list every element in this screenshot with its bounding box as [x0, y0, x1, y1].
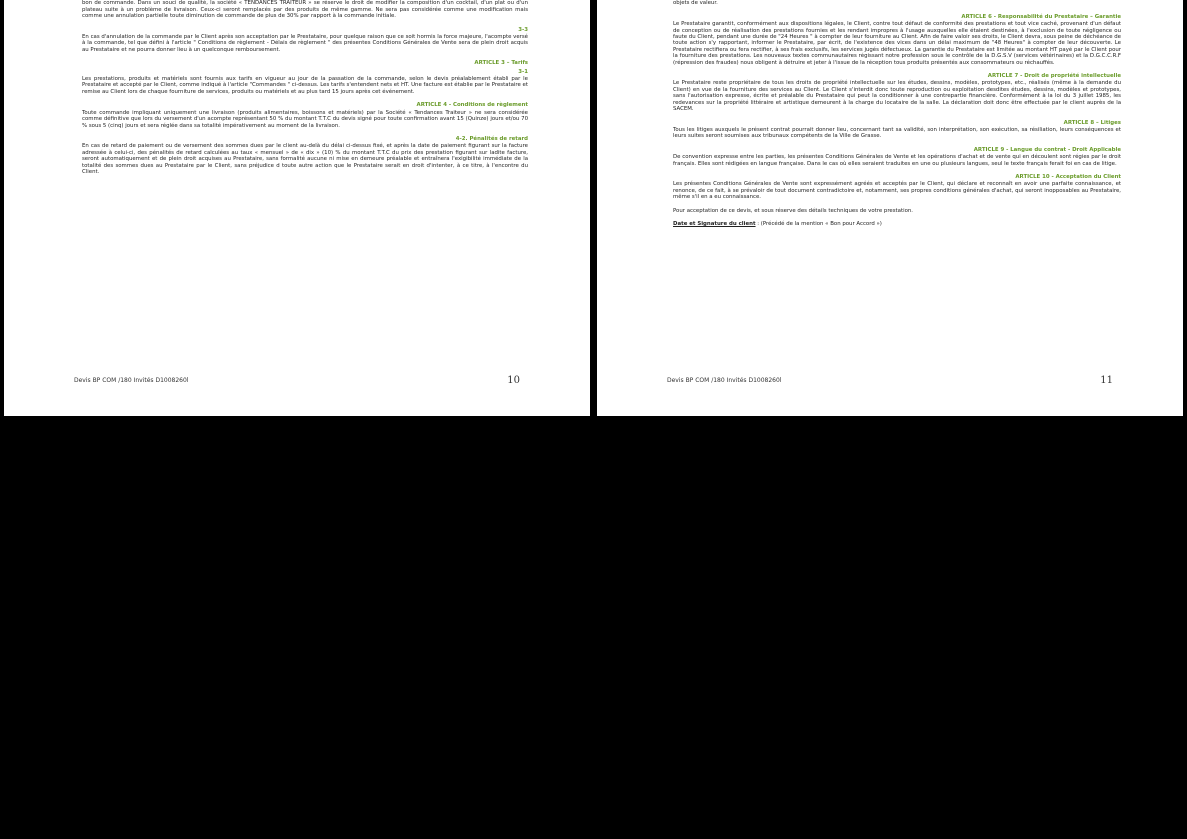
section-heading: 3-3 [518, 26, 528, 33]
section-heading: ARTICLE 9 - Langue du contrat - Droit Applicable [973, 146, 1121, 153]
body-paragraph: En cas d'annulation de la commande par le Client après son acceptation par le Prestataire, pour quelque raison que ce soit hormis la force majeure, l'acompte versé à la commande, tel que défini à l'article " Conditions de règlement - Délais de règlement " des présentes Conditions Générales de Vente sera de plein droit acquis au Prestataire et ne pourra donner lieu à un quelconque remboursement. [82, 34, 528, 53]
footer-reference: Devis BP COM /180 Invités D1008260l [74, 377, 189, 384]
body-paragraph: objets de valeur. [673, 0, 718, 7]
signature-note: : (Précédé de la mention « Bon pour Accord ») [755, 220, 882, 227]
section-heading: 4-2. Pénalités de retard [455, 135, 528, 142]
page-number: 11 [1100, 375, 1113, 386]
document-page-10 [4, 0, 590, 416]
document-page-11 [597, 0, 1183, 416]
signature-line [673, 221, 1121, 227]
section-heading: ARTICLE 7 - Droit de propriété intellectuelle [987, 73, 1121, 80]
section-heading: ARTICLE 6 - Responsabilité du Prestataire – Garantie [961, 13, 1121, 20]
page-body [673, 0, 1121, 230]
section-heading: ARTICLE 4 - Conditions de règlement [416, 102, 528, 109]
body-paragraph: En cas de retard de paiement ou de versement des sommes dues par le client au-delà du délai ci-dessus fixé, et après la date de paiement figurant sur la facture adressée à celui-ci, des pénalités de retard calculées au taux « mensuel » de « dix » (10) % du montant T.T.C du prix des prestation figurant sur ladite facture, seront automatiquement et de plein droit acquises au Prestataire, sans formalité aucune ni mise en demeure préalable et entraînera l'exigibilité immédiate de la totalité des sommes dues au Prestataire par le Client, sans préjudice d toute autre action que le Prestataire serait en droit d'intenter, à ce titre, à l'encontre du Client. [82, 143, 528, 175]
body-paragraph: Le Prestataire garantit, conformément aux dispositions légales, le Client, contre tout défaut de conformité des prestations et tout vice caché, provenant d'un défaut de conception ou de réalisation des prestations fournies et les rendant impropres à l'usage auxquelles elle étaient destinées, à l'exclusion de toute négligence ou faute du Client, pendant une durée de "24 Heures " à compter de leur fourniture au Client. Afin de faire valoir ses droits, le Client devra, sous peine de déchéance de toute action s'y rapportant, informer le Prestataire, par écrit, de l'existence des vices dans un délai maximum de "48 Heures" à compter de leur découverte. Le Prestataire rectifiera ou fera rectifier, à ses frais exclusifs, les services jugés défectueux. La garantie du Prestataire est limitée au montant HT payé par le Client pour la fourniture des prestations. Les nouveaux textes communautaires régissant notre profession sous le contrôle de la D.G.S.V (services vétérinaires) et la D.G.C.C.R.F (répression des fraudes) nous obligent à détruire et jeter à l'issue de la réception tous produits présentés aux consommateurs ou réchauffés. [673, 21, 1121, 66]
section-heading: ARTICLE 8 – Litiges [1063, 119, 1121, 126]
section-heading: 3-1 [518, 68, 528, 75]
body-paragraph: Tous les litiges auxquels le présent contrat pourrait donner lieu, concernant tant sa validité, son interprétation, son exécution, sa résiliation, leurs conséquences et leurs suites seront soumises aux tribunaux compétents de la Ville de Grasse. [673, 126, 1121, 140]
body-paragraph: De convention expresse entre les parties, les présentes Conditions Générales de Vente et les opérations d'achat et de vente qui en découlent sont régies par le droit français. Elles sont rédigées en langue française. Dans le cas où elles seraient traduites en une ou plusieurs langues, seul le texte français ferait foi en cas de litige. [673, 154, 1121, 167]
body-paragraph: bon de commande. Dans un souci de qualité, la société « TENDANCES TRAITEUR » se réserve le droit de modifier la composition d'un cocktail, d'un plat ou d'un plateau suite à un problème de livraison. Ceux-ci seront remplacés par des produits de même gamme. Ne sera pas considérée comme une modification mais comme une annulation partielle toute diminution de commande de plus de 30% par rapport à la commande initiale. [82, 0, 528, 20]
footer-reference: Devis BP COM /180 Invités D1008260l [667, 377, 782, 384]
body-paragraph: Toute commande impliquant uniquement une livraison (produits alimentaires, boissons et matériels) par la Société « Tendances Traiteur » ne sera considérée comme définitive que lors du versement d'un acompte représentant 50 % du montant T.T.C du devis signé pour toute confirmation avant 15 (Quinze) jours et/ou 70 % sous 5 (cinq) jours et sera réglée dans sa totalité impérativement au moment de la livraison. [82, 109, 528, 129]
body-paragraph: Le Prestataire reste propriétaire de tous les droits de propriété intellectuelle sur les études, dessins, modèles, prototypes, etc., réalisés (même à la demande du Client) en vue de la fourniture des services au Client. Le Client s'interdit donc toute reproduction ou exploitation desdites études, dessins, modèles et prototypes, sans l'autorisation expresse, écrite et préalable du Prestataire qui peut la conditionner à une contrepartie financière. Conformément à la loi du 3 juillet 1985, les redevances sur la propriété littéraire et artistique demeurent à la charge du locataire de la salle. La déclaration doit donc être effectuée par le client auprès de la SACEM. [673, 80, 1121, 113]
page-body [82, 0, 528, 182]
signature-label: Date et Signature du client [673, 220, 756, 227]
body-paragraph: Pour acceptation de ce devis, et sous réserve des détails techniques de votre prestation. [673, 207, 914, 214]
page-number: 10 [507, 375, 520, 386]
section-heading: ARTICLE 3 – Tarifs [474, 60, 528, 67]
body-paragraph: Les prestations, produits et matériels sont fournis aux tarifs en vigueur au jour de la passation de la commande, selon le devis préalablement établi par le Prestataire et accepté par le Client, comme indiqué à l'article "Commandes " ci-dessus. Les tarifs s'entendent nets et HT. Une facture est établie par le Prestataire et remise au Client lors de chaque fourniture de services, produits ou matériels et au plus tard 15 jours après cet événement. [82, 76, 528, 95]
section-heading: ARTICLE 10 - Acceptation du Client [1015, 173, 1121, 180]
body-paragraph: Les présentes Conditions Générales de Vente sont expressément agréés et acceptés par le Client, qui déclare et reconnaît en avoir une parfaite connaissance, et renonce, de ce fait, à se prévaloir de tout document contradictoire et, notamment, ses propres conditions générales d'achat, qui seront inopposables au Prestataire, même s'il en a eu connaissance. [673, 181, 1121, 201]
